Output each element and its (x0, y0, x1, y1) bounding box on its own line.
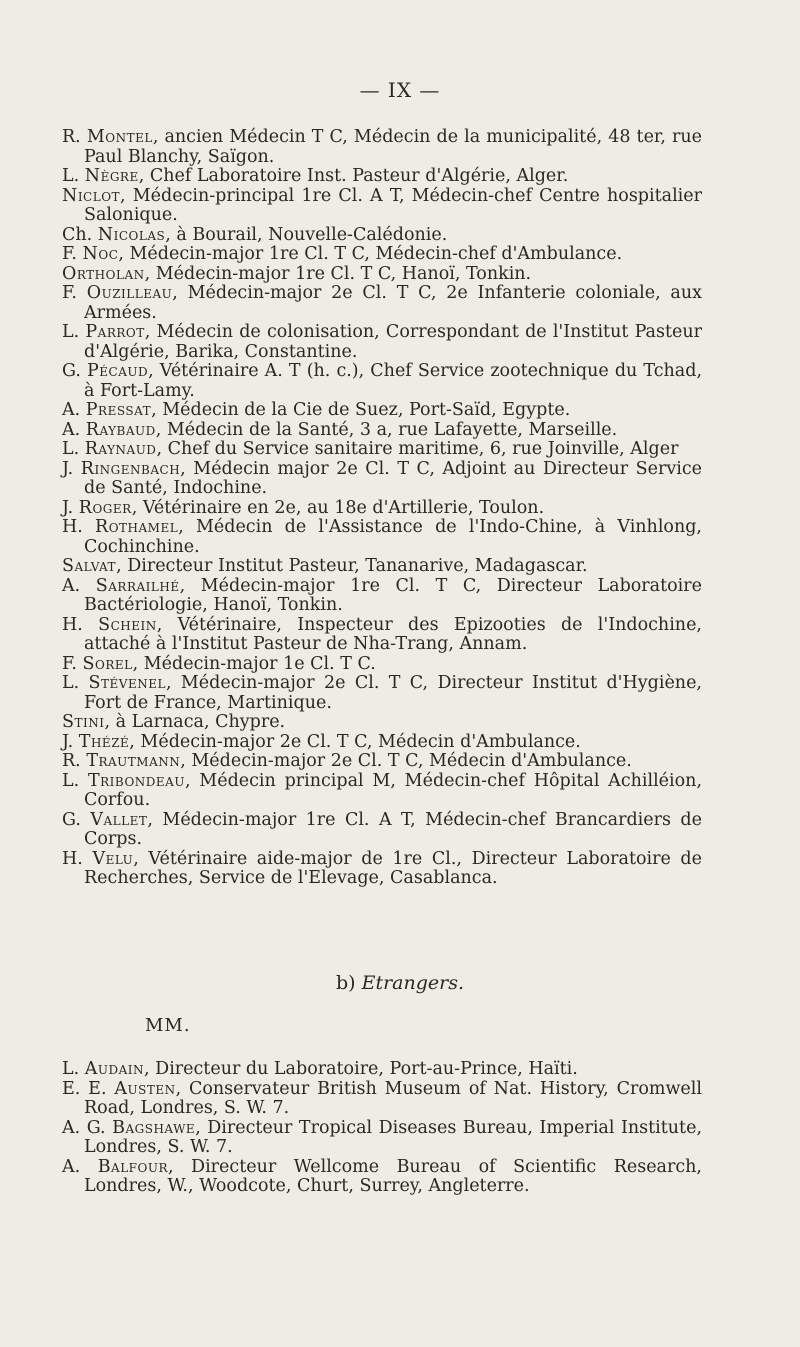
member-details: , Vétérinaire A. T (h. c.), Chef Service zootechnique du Tchad, à Fort-Lamy. (84, 361, 703, 401)
member-surname: Rothamel (95, 517, 179, 537)
member-initials: Ch. (62, 224, 98, 245)
member-entry (62, 284, 702, 323)
member-surname: Audain (84, 1059, 145, 1079)
member-surname: Sorel (82, 653, 133, 674)
member-surname: Nicolas (97, 224, 166, 245)
member-details: , ancien Médecin T C, Médecin de la municipalité, 48 ter, rue Paul Blanchy, Saïgon. (84, 127, 702, 167)
member-entry (62, 1080, 702, 1119)
member-entry (62, 401, 702, 421)
member-initials: L. (62, 166, 85, 186)
member-entry (62, 616, 702, 655)
french-members-list (62, 128, 702, 889)
member-entry (62, 1060, 702, 1080)
member-entry (62, 674, 702, 713)
mm-label: MM. (145, 1015, 191, 1036)
member-surname: Ortholan (62, 263, 145, 284)
member-entry (62, 323, 702, 362)
member-details: , Médecin-major 1re Cl. T C, Directeur Laboratoire Bactériologie, Hanoï, Tonkin. (84, 575, 702, 615)
member-details: , Médecin major 2e Cl. T C, Adjoint au Directeur Service de Santé, Indochine. (84, 458, 702, 498)
member-initials: L. (62, 322, 86, 342)
member-details: , Médecin-principal 1re Cl. A T, Médecin-chef Centre hospitalier Salonique. (84, 185, 702, 225)
member-initials: A. (62, 400, 86, 420)
member-initials: G. (62, 809, 91, 830)
member-initials: H. (62, 614, 99, 635)
member-surname: Thézé (78, 731, 130, 752)
member-surname: Sarrailhé (95, 575, 180, 596)
member-details: , Conservateur British Museum of Nat. History, Cromwell Road, Londres, S. W. 7. (84, 1078, 702, 1118)
member-initials: L. (62, 673, 89, 693)
member-surname: Schein (98, 614, 157, 635)
member-surname: Pécaud (87, 361, 149, 381)
member-entry (62, 187, 702, 226)
member-entry (62, 518, 702, 557)
member-entry (62, 772, 702, 811)
member-details: , Médecin-major 2e Cl. T C, Médecin d'Ambulance. (180, 751, 632, 771)
member-initials: R. (62, 751, 87, 771)
member-surname: Raynaud (84, 439, 157, 459)
member-surname: Trautmann (86, 751, 181, 771)
member-entry (62, 362, 702, 401)
member-details: , Médecin-major 1re Cl. T C, Médecin-chef d'Ambulance. (118, 244, 623, 264)
member-entry (62, 752, 702, 772)
member-details: , Directeur Institut Pasteur, Tananarive, Madagascar. (116, 556, 588, 576)
member-entry (62, 460, 702, 499)
member-details: , Médecin-major 2e Cl. T C, 2e Infanterie coloniale, aux Armées. (84, 283, 702, 323)
member-details: , à Bourail, Nouvelle-Calédonie. (165, 224, 448, 245)
member-entry (62, 421, 702, 441)
member-surname: Balfour (97, 1156, 168, 1177)
foreign-members-list (62, 1060, 702, 1197)
member-entry (62, 128, 702, 167)
member-surname: Austen (114, 1078, 176, 1099)
member-details: , Médecin-major 2e Cl. T C, Directeur Institut d'Hygiène, Fort de France, Martinique. (84, 673, 702, 713)
member-details: , Directeur Wellcome Bureau of Scientific Research, Londres, W., Woodcote, Churt, Surrey, Angleterre. (84, 1156, 702, 1196)
member-details: , Vétérinaire, Inspecteur des Epizooties de l'Indochine, attaché à l'Institut Pasteur de Nha-Trang, Annam. (84, 614, 702, 654)
section-prefix: b) (335, 972, 362, 994)
member-details: , Médecin de l'Assistance de l'Indo-Chine, à Vinhlong, Cochinchine. (84, 517, 702, 557)
member-initials: A. G. (62, 1117, 113, 1138)
member-surname: Stévenel (88, 673, 166, 693)
member-initials: A. (62, 1156, 98, 1177)
member-surname: Stini (62, 712, 105, 732)
member-details: , Médecin de la Santé, 3 a, rue Lafayette, Marseille. (155, 419, 618, 440)
member-details: , Directeur Tropical Diseases Bureau, Imperial Institute, Londres, S. W. 7. (84, 1117, 703, 1157)
member-surname: Ouzilleau (86, 283, 173, 303)
member-entry (62, 265, 702, 285)
member-entry (62, 245, 702, 265)
member-surname: Tribondeau (87, 770, 185, 791)
page-number: — IX — (359, 78, 441, 102)
member-surname: Montel (86, 127, 153, 147)
member-initials: H. (62, 517, 96, 537)
member-entry (62, 226, 702, 246)
member-entry (62, 850, 702, 889)
member-initials: G. (62, 361, 88, 381)
member-initials: L. (62, 439, 85, 459)
member-surname: Bagshawe (112, 1117, 196, 1138)
member-initials: F. (62, 653, 83, 674)
member-entry (62, 713, 702, 733)
member-surname: Pressat (85, 400, 152, 420)
member-initials: J. (62, 497, 79, 518)
member-details: , Vétérinaire aide-major de 1re Cl., Directeur Laboratoire de Recherches, Service de l'Elevage, Casablanca. (84, 848, 702, 888)
member-initials: L. (62, 770, 88, 791)
member-details: , Médecin-major 1re Cl. T C, Hanoï, Tonkin. (144, 263, 532, 284)
member-entry (62, 499, 702, 519)
member-details: , Chef du Service sanitaire maritime, 6, rue Joinville, Alger (156, 439, 679, 459)
member-surname: Raybaud (85, 419, 156, 440)
member-initials: A. (62, 575, 96, 596)
member-entry (62, 733, 702, 753)
member-surname: Vallet (90, 809, 148, 830)
member-details: , Médecin principal M, Médecin-chef Hôpital Achilléion, Corfou. (84, 770, 703, 810)
member-initials: J. (62, 731, 79, 752)
member-details: , Vétérinaire en 2e, au 18e d'Artillerie, Toulon. (131, 497, 545, 518)
member-details: , Médecin-major 2e Cl. T C, Médecin d'Ambulance. (129, 731, 581, 752)
member-surname: Ringenbach (80, 458, 181, 479)
member-surname: Roger (78, 497, 132, 518)
member-surname: Nègre (84, 166, 139, 186)
section-title: Etrangers. (361, 972, 465, 994)
member-entry (62, 440, 702, 460)
member-entry (62, 1119, 702, 1158)
member-initials: R. (62, 127, 87, 147)
member-details: , Médecin-major 1e Cl. T C. (132, 653, 376, 674)
member-details: , à Larnaca, Chypre. (104, 712, 286, 732)
member-entry (62, 557, 702, 577)
member-initials: F. (62, 244, 83, 264)
member-surname: Parrot (85, 322, 145, 342)
member-entry (62, 577, 702, 616)
member-entry (62, 167, 702, 187)
member-details: , Médecin de colonisation, Correspondant de l'Institut Pasteur d'Algérie, Barika, Constantine. (84, 322, 703, 362)
member-initials: E. E. (62, 1078, 115, 1099)
member-surname: Salvat (62, 556, 117, 576)
member-details: , Médecin-major 1re Cl. A T, Médecin-chef Brancardiers de Corps. (84, 809, 702, 849)
member-surname: Velu (92, 848, 134, 869)
member-details: , Chef Laboratoire Inst. Pasteur d'Algérie, Alger. (138, 166, 569, 186)
member-entry (62, 811, 702, 850)
member-initials: F. (62, 283, 87, 303)
member-initials: A. (62, 419, 86, 440)
member-surname: Noc (82, 244, 119, 264)
member-surname: Niclot (62, 185, 121, 206)
member-entry (62, 1158, 702, 1197)
member-initials: L. (62, 1059, 85, 1079)
member-initials: J. (62, 458, 81, 479)
member-details: , Directeur du Laboratoire, Port-au-Prince, Haïti. (144, 1059, 578, 1079)
section-heading (0, 972, 800, 994)
member-initials: H. (62, 848, 93, 869)
member-entry (62, 655, 702, 675)
member-details: , Médecin de la Cie de Suez, Port-Saïd, Egypte. (151, 400, 571, 420)
